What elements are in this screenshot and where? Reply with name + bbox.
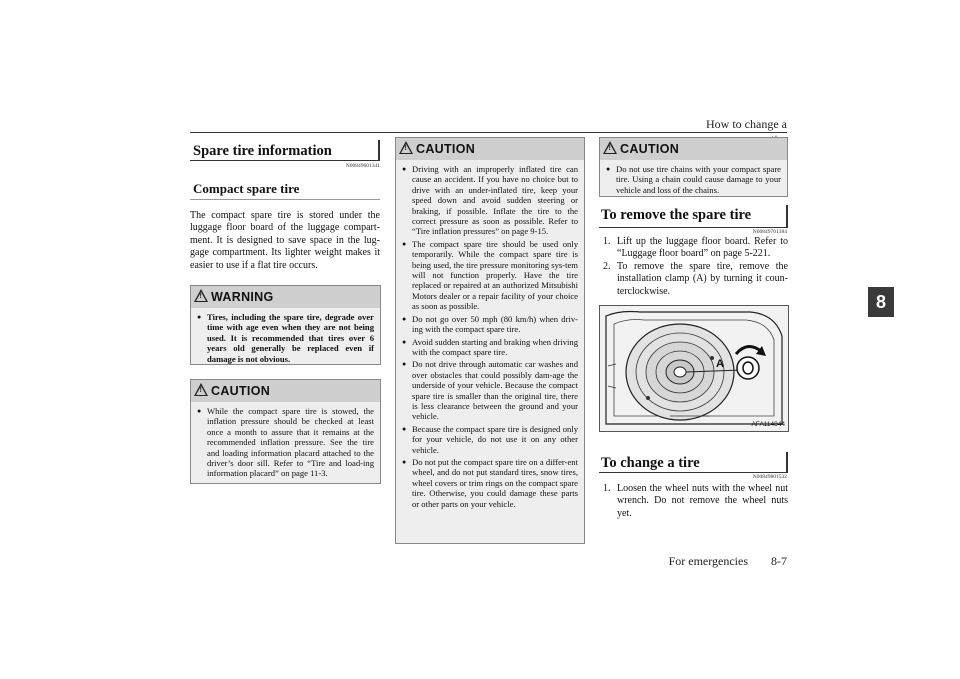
list-item: ● Because the compact spare tire is designed only for your vehicle, do not use it on any other vehicle.: [402, 424, 578, 455]
list-item: ● The compact spare tire should be used only temporarily. While the compact spare tire is being used, the tire pressure monitoring sys-tem will not function properly. Have the tire replaced or repaired at an authorized Mitsubishi Motors dealer or a repair facility of your choice as soon as possible.: [402, 239, 578, 312]
section-title: How to change a: [706, 117, 787, 131]
heading-remove-spare-tire: To remove the spare tire: [601, 207, 752, 223]
header-rule: [190, 132, 787, 133]
list-item: ● Driving with an improperly inflated tire can cause an accident. If you have no choice but to drive with an under-inflated tire, keep your speed down and avoid sudden steering or braking, if possible. Inflate the tire to the correct pressure as soon as possible. Refer to “Tire inflation pressures” on page 9-15.: [402, 164, 578, 237]
heading-change-tire: To change a tire: [601, 455, 700, 471]
change-steps: [603, 483, 788, 520]
list-item: ● Avoid sudden starting and braking when driving with the compact spare tire.: [402, 337, 578, 358]
list-item: ● While the compact spare tire is stowed, the inflation pressure should be checked at least once a month to assure that it remains at the recommended inflation pressure. See the tire and loading information placard attached to the driver’s door sill. Refer to “Tire and load-ing information placard” on page 11-3.: [197, 406, 374, 479]
caution-title: CAUTION: [211, 384, 271, 398]
heading-spare-tire-information: Spare tire information: [193, 143, 332, 159]
heading-rule-end: [786, 205, 788, 228]
caution-list: [396, 160, 584, 515]
figure-id: AFA114844: [751, 421, 785, 428]
compact-spare-tire-paragraph: The compact spare tire is stored under the luggage floor board of the luggage compart-ment. It is designed to save space in the lug-gage compartment. Its lighter weight makes it easier to use if a flat tire occurs.: [190, 210, 380, 271]
list-item: ● Do not go over 50 mph (80 km/h) when driv-ing with the compact spare tire.: [402, 314, 578, 335]
warning-title: WARNING: [211, 290, 274, 304]
figure-callout-label: A: [716, 358, 724, 370]
step-item: 1. Loosen the wheel nuts with the wheel nut wrench. Do not remove the wheel nuts yet.: [603, 483, 788, 519]
footer-chapter: For emergencies: [668, 554, 748, 568]
caution-header: ! CAUTION: [191, 380, 380, 402]
list-item: ● Do not use tire chains with your compact spare tire. Using a chain could cause damage to your vehicle and loss of the chains.: [606, 164, 781, 195]
step-item: 1. Lift up the luggage floor board. Refer to “Luggage floor board” on page 5-221.: [603, 236, 788, 260]
caution-header: ! CAUTION: [600, 138, 787, 160]
list-item: ● Do not drive through automatic car washes and over obstacles that could possibly dam-age the underside of your vehicle. Because the compact spare tire is smaller than the original tire, there is less clearance between the ground and your vehicle.: [402, 359, 578, 421]
heading-rule: [599, 472, 788, 473]
warning-list: [191, 308, 380, 370]
caution-box: [395, 137, 585, 544]
spare-tire-figure: [599, 305, 789, 432]
heading-rule: [190, 160, 380, 161]
warning-header: ! WARNING: [191, 286, 380, 308]
heading-rule: [599, 227, 788, 228]
section-code: N00849801532: [752, 474, 787, 480]
list-item: ● Tires, including the spare tire, degrade over time with age even when they are not being used. It is recommended that tires over 6 years old generally be replaced even if damage is not obvious.: [197, 312, 374, 364]
heading-rule-end: [378, 140, 380, 161]
caution-list: [191, 402, 380, 485]
caution-title: CAUTION: [620, 142, 680, 156]
section-code: N00849601341: [345, 163, 380, 169]
subheading-rule: [190, 199, 380, 200]
list-item: ● Do not put the compact spare tire on a differ-ent wheel, and do not put standard tires, snow tires, wheel covers or trim rings on the compact spare tire. Otherwise, you could damage these parts or other parts on your vehicle.: [402, 457, 578, 509]
caution-header: ! CAUTION: [396, 138, 584, 160]
spare-tire-illustration: [600, 306, 788, 431]
heading-compact-spare-tire: Compact spare tire: [193, 181, 300, 196]
step-item: 2. To remove the spare tire, remove the installation clamp (A) by turning it coun-terclockwise.: [603, 260, 788, 297]
remove-steps: [603, 236, 788, 298]
section-code: N00849701384: [752, 229, 787, 235]
caution-box: [599, 137, 788, 197]
page-number: 8-7: [771, 554, 787, 568]
chapter-tab: 8: [868, 287, 894, 317]
caution-title: CAUTION: [416, 142, 476, 156]
warning-box: [190, 285, 381, 365]
caution-list: [600, 160, 787, 201]
caution-box: [190, 379, 381, 484]
heading-rule-end: [786, 452, 788, 473]
